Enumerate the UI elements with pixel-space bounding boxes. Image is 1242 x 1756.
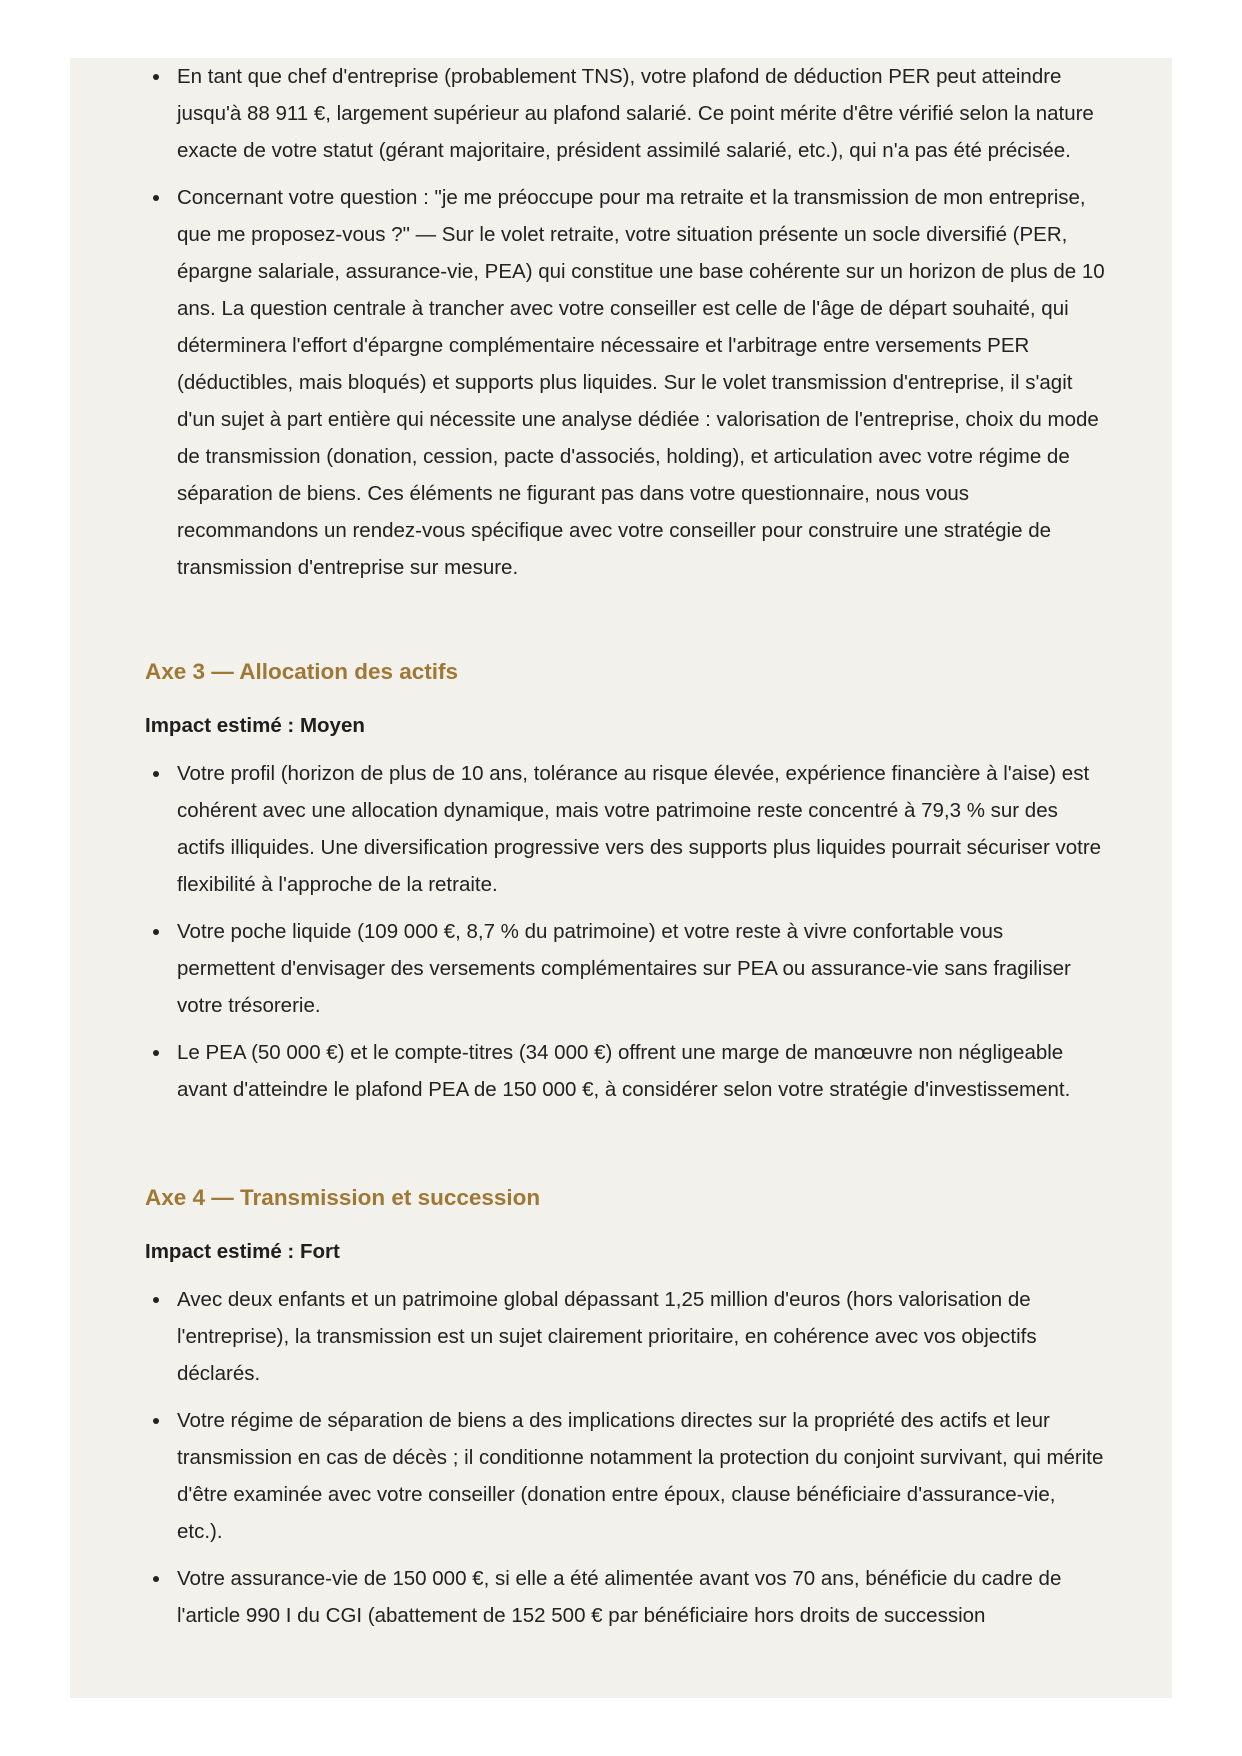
axe4-bullet-list [145, 1281, 1105, 1644]
list-item: Le PEA (50 000 €) et le compte-titres (34 000 €) offrent une marge de manœuvre non négligeable avant d'atteindre le plafond PEA de 150 000 €, à considérer selon votre stratégie d'investissement. [145, 1034, 1105, 1108]
intro-bullet-list [145, 58, 1105, 596]
impact-label-axe4: Impact estimé : Fort [145, 1240, 340, 1263]
list-item: Votre profil (horizon de plus de 10 ans, tolérance au risque élevée, expérience financière à l'aise) est cohérent avec une allocation dynamique, mais votre patrimoine reste concentré à 79,3 % sur des actifs illiquides. Une diversification progressive vers des supports plus liquides pourrait sécuriser votre flexibilité à l'approche de la retraite. [145, 755, 1105, 903]
list-item: Votre régime de séparation de biens a des implications directes sur la propriété des actifs et leur transmission en cas de décès ; il conditionne notamment la protection du conjoint survivant, qui mérite d'être examinée avec votre conseiller (donation entre époux, clause bénéficiaire d'assurance-vie, etc.). [145, 1402, 1105, 1550]
list-item: Concernant votre question : "je me préoccupe pour ma retraite et la transmission de mon entreprise, que me proposez-vous ?" — Sur le volet retraite, votre situation présente un socle diversifié (PER, épargne salariale, assurance-vie, PEA) qui constitue une base cohérente sur un horizon de plus de 10 ans. La question centrale à trancher avec votre conseiller est celle de l'âge de départ souhaité, qui déterminera l'effort d'épargne complémentaire nécessaire et l'arbitrage entre versements PER (déductibles, mais bloqués) et supports plus liquides. Sur le volet transmission d'entreprise, il s'agit d'un sujet à part entière qui nécessite une analyse dédiée : valorisation de l'entreprise, choix du mode de transmission (donation, cession, pacte d'associés, holding), et articulation avec votre régime de séparation de biens. Ces éléments ne figurant pas dans votre questionnaire, nous vous recommandons un rendez-vous spécifique avec votre conseiller pour construire une stratégie de transmission d'entreprise sur mesure. [145, 179, 1105, 586]
list-item: Votre poche liquide (109 000 €, 8,7 % du patrimoine) et votre reste à vivre confortable vous permettent d'envisager des versements complémentaires sur PEA ou assurance-vie sans fragiliser votre trésorerie. [145, 913, 1105, 1024]
axe3-bullet-list [145, 755, 1105, 1118]
section-heading-axe3: Axe 3 — Allocation des actifs [145, 659, 459, 684]
list-item: Votre assurance-vie de 150 000 €, si elle a été alimentée avant vos 70 ans, bénéficie du cadre de l'article 990 I du CGI (abattement de 152 500 € par bénéficiaire hors droits de succession [145, 1560, 1105, 1634]
list-item: En tant que chef d'entreprise (probablement TNS), votre plafond de déduction PER peut atteindre jusqu'à 88 911 €, largement supérieur au plafond salarié. Ce point mérite d'être vérifié selon la nature exacte de votre statut (gérant majoritaire, président assimilé salarié, etc.), qui n'a pas été précisée. [145, 58, 1105, 169]
list-item: Avec deux enfants et un patrimoine global dépassant 1,25 million d'euros (hors valorisation de l'entreprise), la transmission est un sujet clairement prioritaire, en cohérence avec vos objectifs déclarés. [145, 1281, 1105, 1392]
section-heading-axe4: Axe 4 — Transmission et succession [145, 1185, 541, 1210]
impact-label-axe3: Impact estimé : Moyen [145, 714, 365, 737]
document-panel [70, 58, 1172, 1698]
